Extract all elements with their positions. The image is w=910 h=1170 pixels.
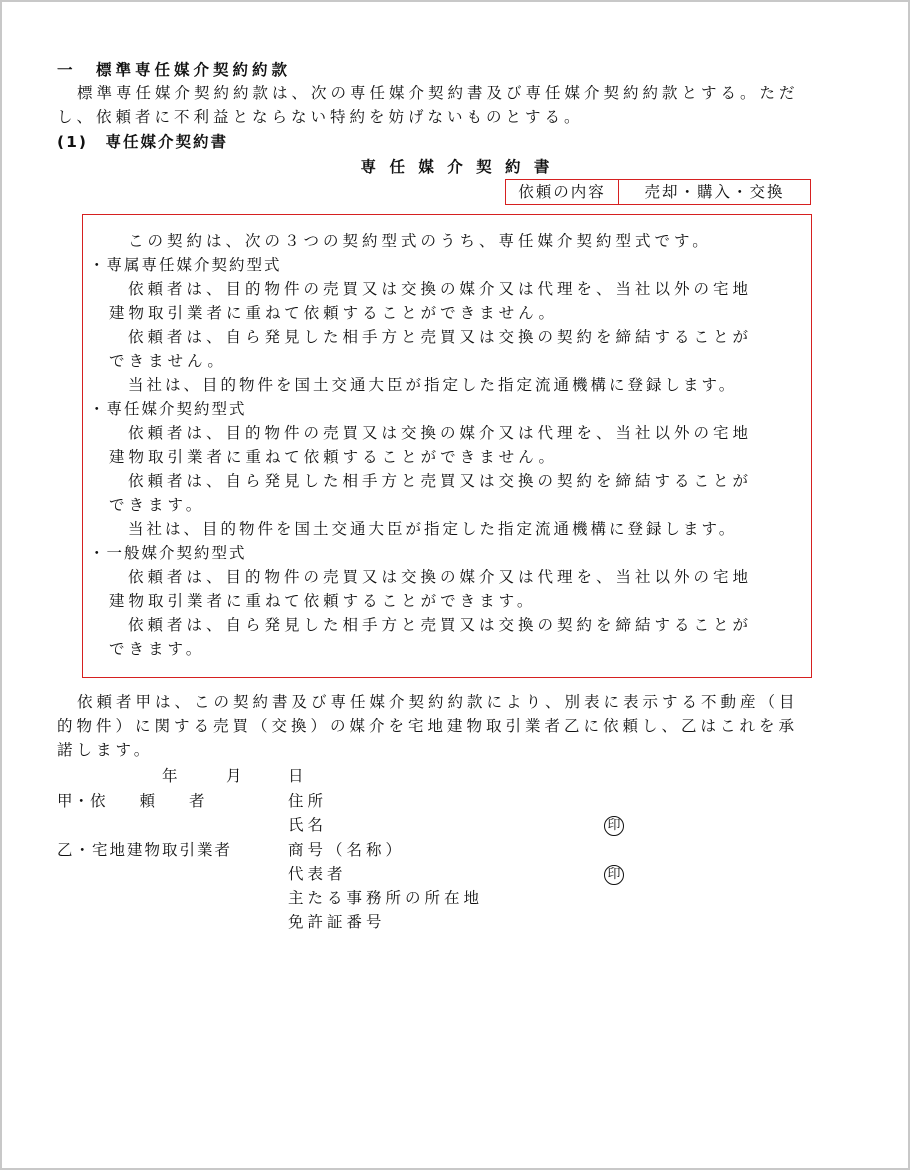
agreement-line-2: 的物件）に関する売買（交換）の媒介を宅地建物取引業者乙に依頼し、乙はこれを承 — [57, 717, 799, 735]
party-a-address-label: 住所 — [288, 792, 328, 810]
box-line: 当社は、目的物件を国土交通大臣が指定した指定流通機構に登録します。 — [128, 520, 738, 538]
seal-mark: 印 — [604, 865, 624, 885]
party-b-label: 乙・宅地建物取引業者 — [57, 841, 233, 859]
box-line: 建物取引業者に重ねて依頼することができます。 — [109, 592, 537, 610]
box-line: 依頼者は、目的物件の売買又は交換の媒介又は代理を、当社以外の宅地 — [128, 568, 753, 586]
contract-type-box — [82, 214, 812, 678]
request-type-value: 売却・購入・交換 — [644, 183, 785, 201]
box-line: ・専任媒介契約型式 — [89, 400, 247, 418]
party-b-trade-name-label: 商号（名称） — [288, 841, 406, 859]
box-line: できます。 — [109, 640, 206, 658]
request-type-label: 依頼の内容 — [506, 180, 619, 204]
section-heading: 一 標準専任媒介契約約款 — [57, 61, 292, 79]
agreement-line-3: 諾します。 — [57, 741, 154, 759]
request-type-box — [505, 179, 811, 205]
party-b-office-label: 主たる事務所の所在地 — [288, 889, 484, 907]
box-line: 依頼者は、目的物件の売買又は交換の媒介又は代理を、当社以外の宅地 — [128, 424, 753, 442]
intro-line-2: し、依頼者に不利益とならない特約を妨げないものとする。 — [57, 108, 584, 126]
subheading: (1) 専任媒介契約書 — [57, 133, 228, 151]
box-line: 建物取引業者に重ねて依頼することができません。 — [109, 448, 559, 466]
date-year: 年 — [162, 767, 178, 785]
box-line: ・一般媒介契約型式 — [89, 544, 247, 562]
box-line: できません。 — [109, 352, 227, 370]
intro-line-1: 標準専任媒介契約約款は、次の専任媒介契約書及び専任媒介契約約款とする。ただ — [77, 84, 799, 102]
seal-mark: 印 — [604, 816, 624, 836]
date-day: 日 — [288, 767, 304, 785]
box-line: 依頼者は、自ら発見した相手方と売買又は交換の契約を締結することが — [128, 616, 753, 634]
box-line: 建物取引業者に重ねて依頼することができません。 — [109, 304, 559, 322]
party-b-representative-label: 代表者 — [288, 865, 347, 883]
date-month: 月 — [226, 767, 242, 785]
party-b-license-label: 免許証番号 — [288, 913, 386, 931]
box-line: 依頼者は、自ら発見した相手方と売買又は交換の契約を締結することが — [128, 328, 753, 346]
party-a-name-label: 氏名 — [288, 816, 328, 834]
box-line: 当社は、目的物件を国土交通大臣が指定した指定流通機構に登録します。 — [128, 376, 738, 394]
box-line: 依頼者は、目的物件の売買又は交換の媒介又は代理を、当社以外の宅地 — [128, 280, 753, 298]
box-line: この契約は、次の３つの契約型式のうち、専任媒介契約型式です。 — [128, 232, 712, 250]
agreement-line-1: 依頼者甲は、この契約書及び専任媒介契約約款により、別表に表示する不動産（目 — [77, 693, 799, 711]
box-line: ・専属専任媒介契約型式 — [89, 256, 282, 274]
document-title: 専 任 媒 介 契 約 書 — [360, 158, 554, 176]
box-line: 依頼者は、自ら発見した相手方と売買又は交換の契約を締結することが — [128, 472, 753, 490]
party-a-label: 甲・依 頼 者 — [57, 792, 206, 810]
box-line: できます。 — [109, 496, 206, 514]
